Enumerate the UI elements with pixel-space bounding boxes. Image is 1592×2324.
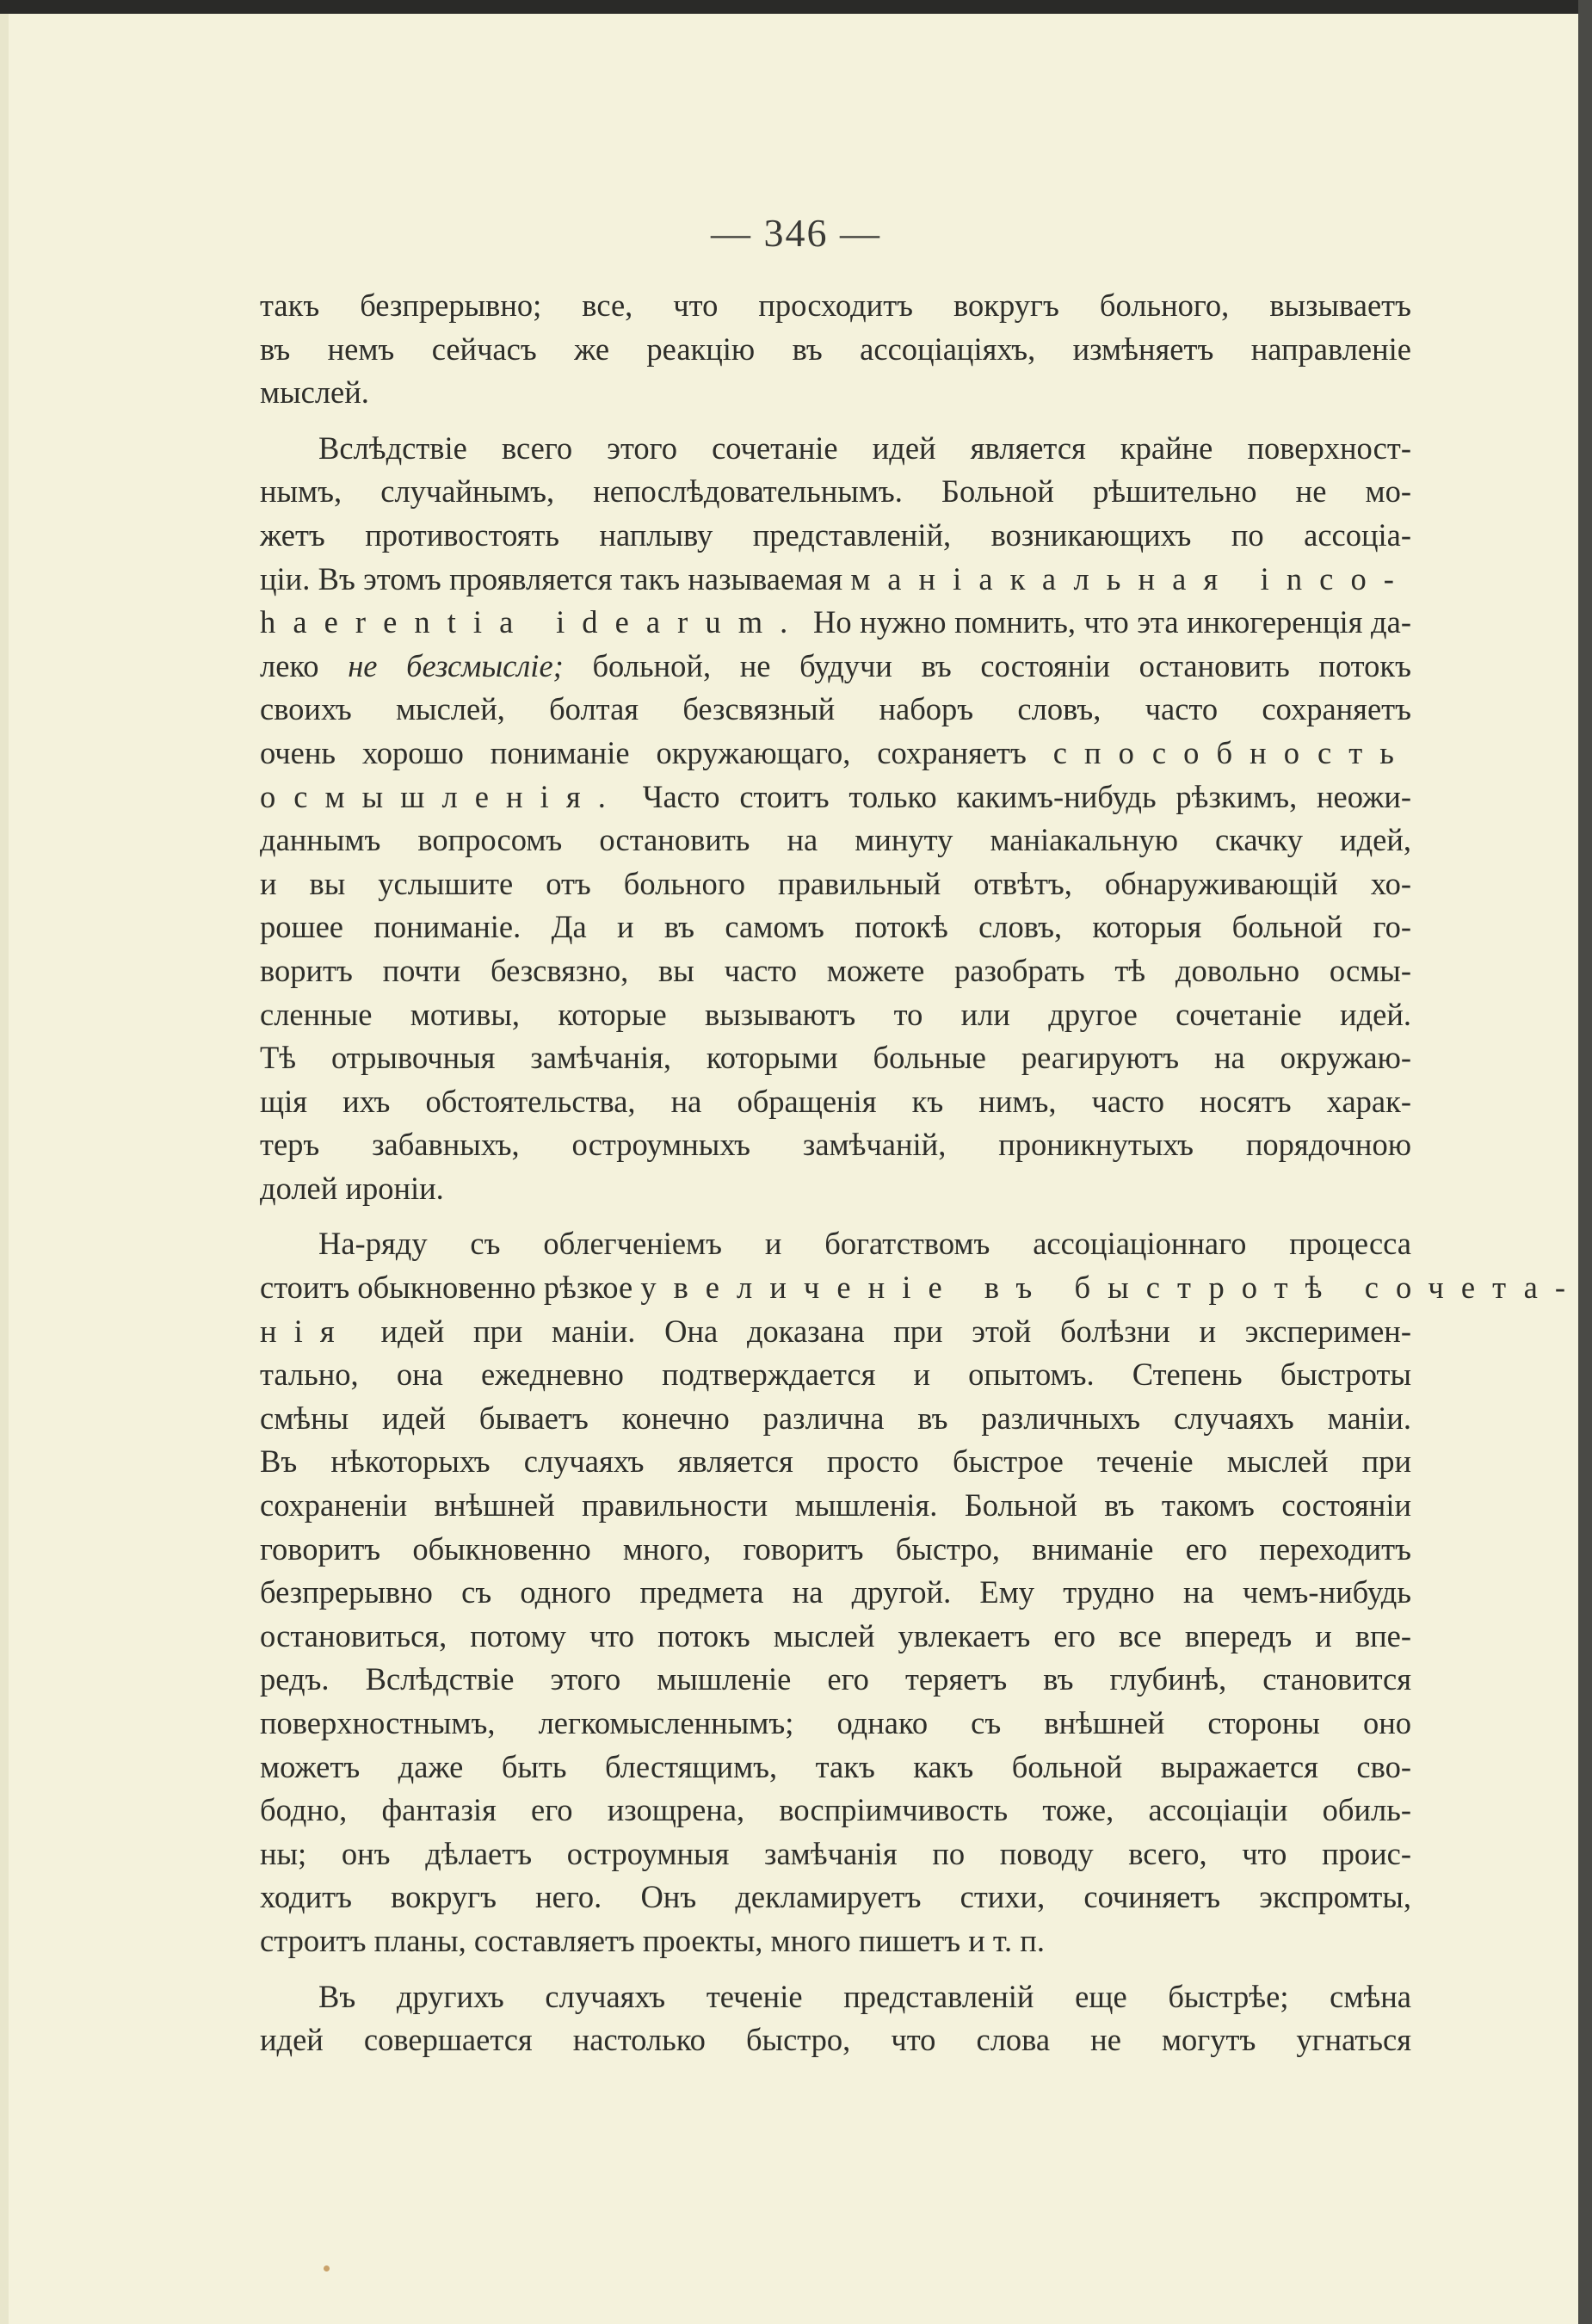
text-line: долей ироніи. <box>260 1170 444 1206</box>
text-line: теръ забавныхъ, остроумныхъ замѣчаній, проникнутыхъ порядочною <box>260 1127 1411 1163</box>
body-text <box>260 284 1583 2062</box>
text-line: мыслей. <box>260 374 369 411</box>
text-line: можетъ даже быть блестящимъ, такъ какъ больной выражается сво- <box>260 1748 1411 1784</box>
text-segment: больной, не будучи въ состояніи остановить потокъ <box>592 647 1412 683</box>
spaced-emphasis: осмышленія. <box>260 778 623 814</box>
spaced-emphasis: способность <box>1052 734 1411 770</box>
text-line: безпрерывно съ одного предмета на другой. Ему трудно на чемъ-нибудь <box>260 1574 1411 1610</box>
text-line: сленные мотивы, которые вызываютъ то или другое сочетаніе идей. <box>260 996 1411 1032</box>
text-line: говоритъ обыкновенно много, говоритъ быстро, вниманіе его переходитъ <box>260 1530 1411 1567</box>
spaced-emphasis: увеличеніе въ быстротѣ сочета- <box>640 1270 1583 1306</box>
text-line: жетъ противостоять наплыву представленій, возникающихъ по ассоціа- <box>260 516 1411 553</box>
scan-left-shadow <box>0 14 9 2324</box>
text-line <box>260 1266 1583 1310</box>
text-line: смѣны идей бываетъ конечно различна въ различныхъ случаяхъ маніи. <box>260 1400 1411 1436</box>
spaced-emphasis: haerentia idearum. <box>260 604 805 640</box>
text-line: воритъ почти безсвязно, вы часто можете разобрать тѣ довольно осмы- <box>260 952 1411 988</box>
page-number: — 346 — <box>711 211 881 255</box>
ink-speck <box>324 2265 330 2271</box>
italic-emphasis: не безсмысліе; <box>348 647 564 683</box>
text-line <box>260 1310 1411 1354</box>
text-line <box>260 645 1411 689</box>
text-line: тально, она ежедневно подтверждается и опытомъ. Степень быстроты <box>260 1357 1411 1393</box>
text-line: поверхностнымъ, легкомысленнымъ; однако съ внѣшней стороны оно <box>260 1705 1411 1740</box>
text-line: На-ряду съ облегченіемъ и богатствомъ ассоціаціоннаго процесса <box>318 1226 1411 1262</box>
text-segment: очень хорошо пониманіе окружающаго, сохраняетъ <box>260 734 1027 770</box>
text-segment: Но нужно помнить, что эта инкогеренція да- <box>812 604 1411 640</box>
text-line: нымъ, случайнымъ, непослѣдовательнымъ. Больной рѣшительно не мо- <box>260 473 1411 510</box>
text-line: такъ безпрерывно; все, что просходитъ вокругъ больного, вызываетъ <box>260 287 1411 323</box>
text-line: ны; онъ дѣлаетъ остроумныя замѣчанія по поводу всего, что проис- <box>260 1835 1411 1871</box>
text-line: идей совершается настолько быстро, что слова не могутъ угнаться <box>260 2022 1411 2058</box>
text-line: въ немъ сейчасъ же реакцію въ ассоціаціяхъ, измѣняетъ направленіе <box>260 331 1411 367</box>
text-line: даннымъ вопросомъ остановить на минуту маніакальную скачку идей, <box>260 822 1411 858</box>
text-line <box>260 601 1411 645</box>
text-line: остановиться, потому что потокъ мыслей увлекаетъ его все впередъ и впе- <box>260 1617 1411 1653</box>
text-line <box>260 558 1411 602</box>
text-line: ходитъ вокругъ него. Онъ декламируетъ стихи, сочиняетъ экспромты, <box>260 1879 1411 1915</box>
text-line: редъ. Вслѣдствіе этого мышленіе его теряетъ въ глубинѣ, становится <box>260 1661 1411 1697</box>
text-line <box>260 732 1411 776</box>
text-line <box>260 776 1411 819</box>
text-line: Тѣ отрывочныя замѣчанія, которыми больные реагируютъ на окружаю- <box>260 1040 1411 1076</box>
text-line: бодно, фантазія его изощрена, воспріимчивость тоже, ассоціаціи обиль- <box>260 1792 1411 1828</box>
text-segment: леко <box>260 647 319 683</box>
text-segment: ціи. Въ этомъ проявляется такъ называемая <box>260 560 843 596</box>
text-segment: стоитъ обыкновенно рѣзкое <box>260 1270 633 1306</box>
text-line: своихъ мыслей, болтая безсвязный наборъ словъ, часто сохраняетъ <box>260 691 1411 727</box>
spaced-emphasis: маніакальная inco- <box>850 560 1411 596</box>
text-line: сохраненіи внѣшней правильности мышленія. Больной въ такомъ состояніи <box>260 1487 1411 1524</box>
text-line: Вслѣдствіе всего этого сочетаніе идей является крайне поверхност- <box>318 430 1411 466</box>
text-line: строитъ планы, составляетъ проекты, много пишетъ и т. п. <box>260 1922 1045 1958</box>
scan-right-border <box>1578 0 1592 2324</box>
text-segment: Часто стоитъ только какимъ-нибудь рѣзкимъ, неожи- <box>642 778 1412 814</box>
text-segment: идей при маніи. Она доказана при этой болѣзни и эксперимен- <box>380 1313 1411 1349</box>
scan-top-border <box>0 0 1592 14</box>
text-line: рошее пониманіе. Да и въ самомъ потокѣ словъ, которыя больной го- <box>260 909 1411 945</box>
text-line: Въ другихъ случаяхъ теченіе представленій еще быстрѣе; смѣна <box>318 1978 1411 2014</box>
spaced-emphasis: нія <box>260 1313 352 1349</box>
text-line: Въ нѣкоторыхъ случаяхъ является просто быстрое теченіе мыслей при <box>260 1443 1411 1480</box>
text-line: и вы услышите отъ больного правильный отвѣтъ, обнаруживающій хо- <box>260 865 1411 901</box>
text-line: щія ихъ обстоятельства, на обращенія къ нимъ, часто носятъ харак- <box>260 1083 1411 1119</box>
